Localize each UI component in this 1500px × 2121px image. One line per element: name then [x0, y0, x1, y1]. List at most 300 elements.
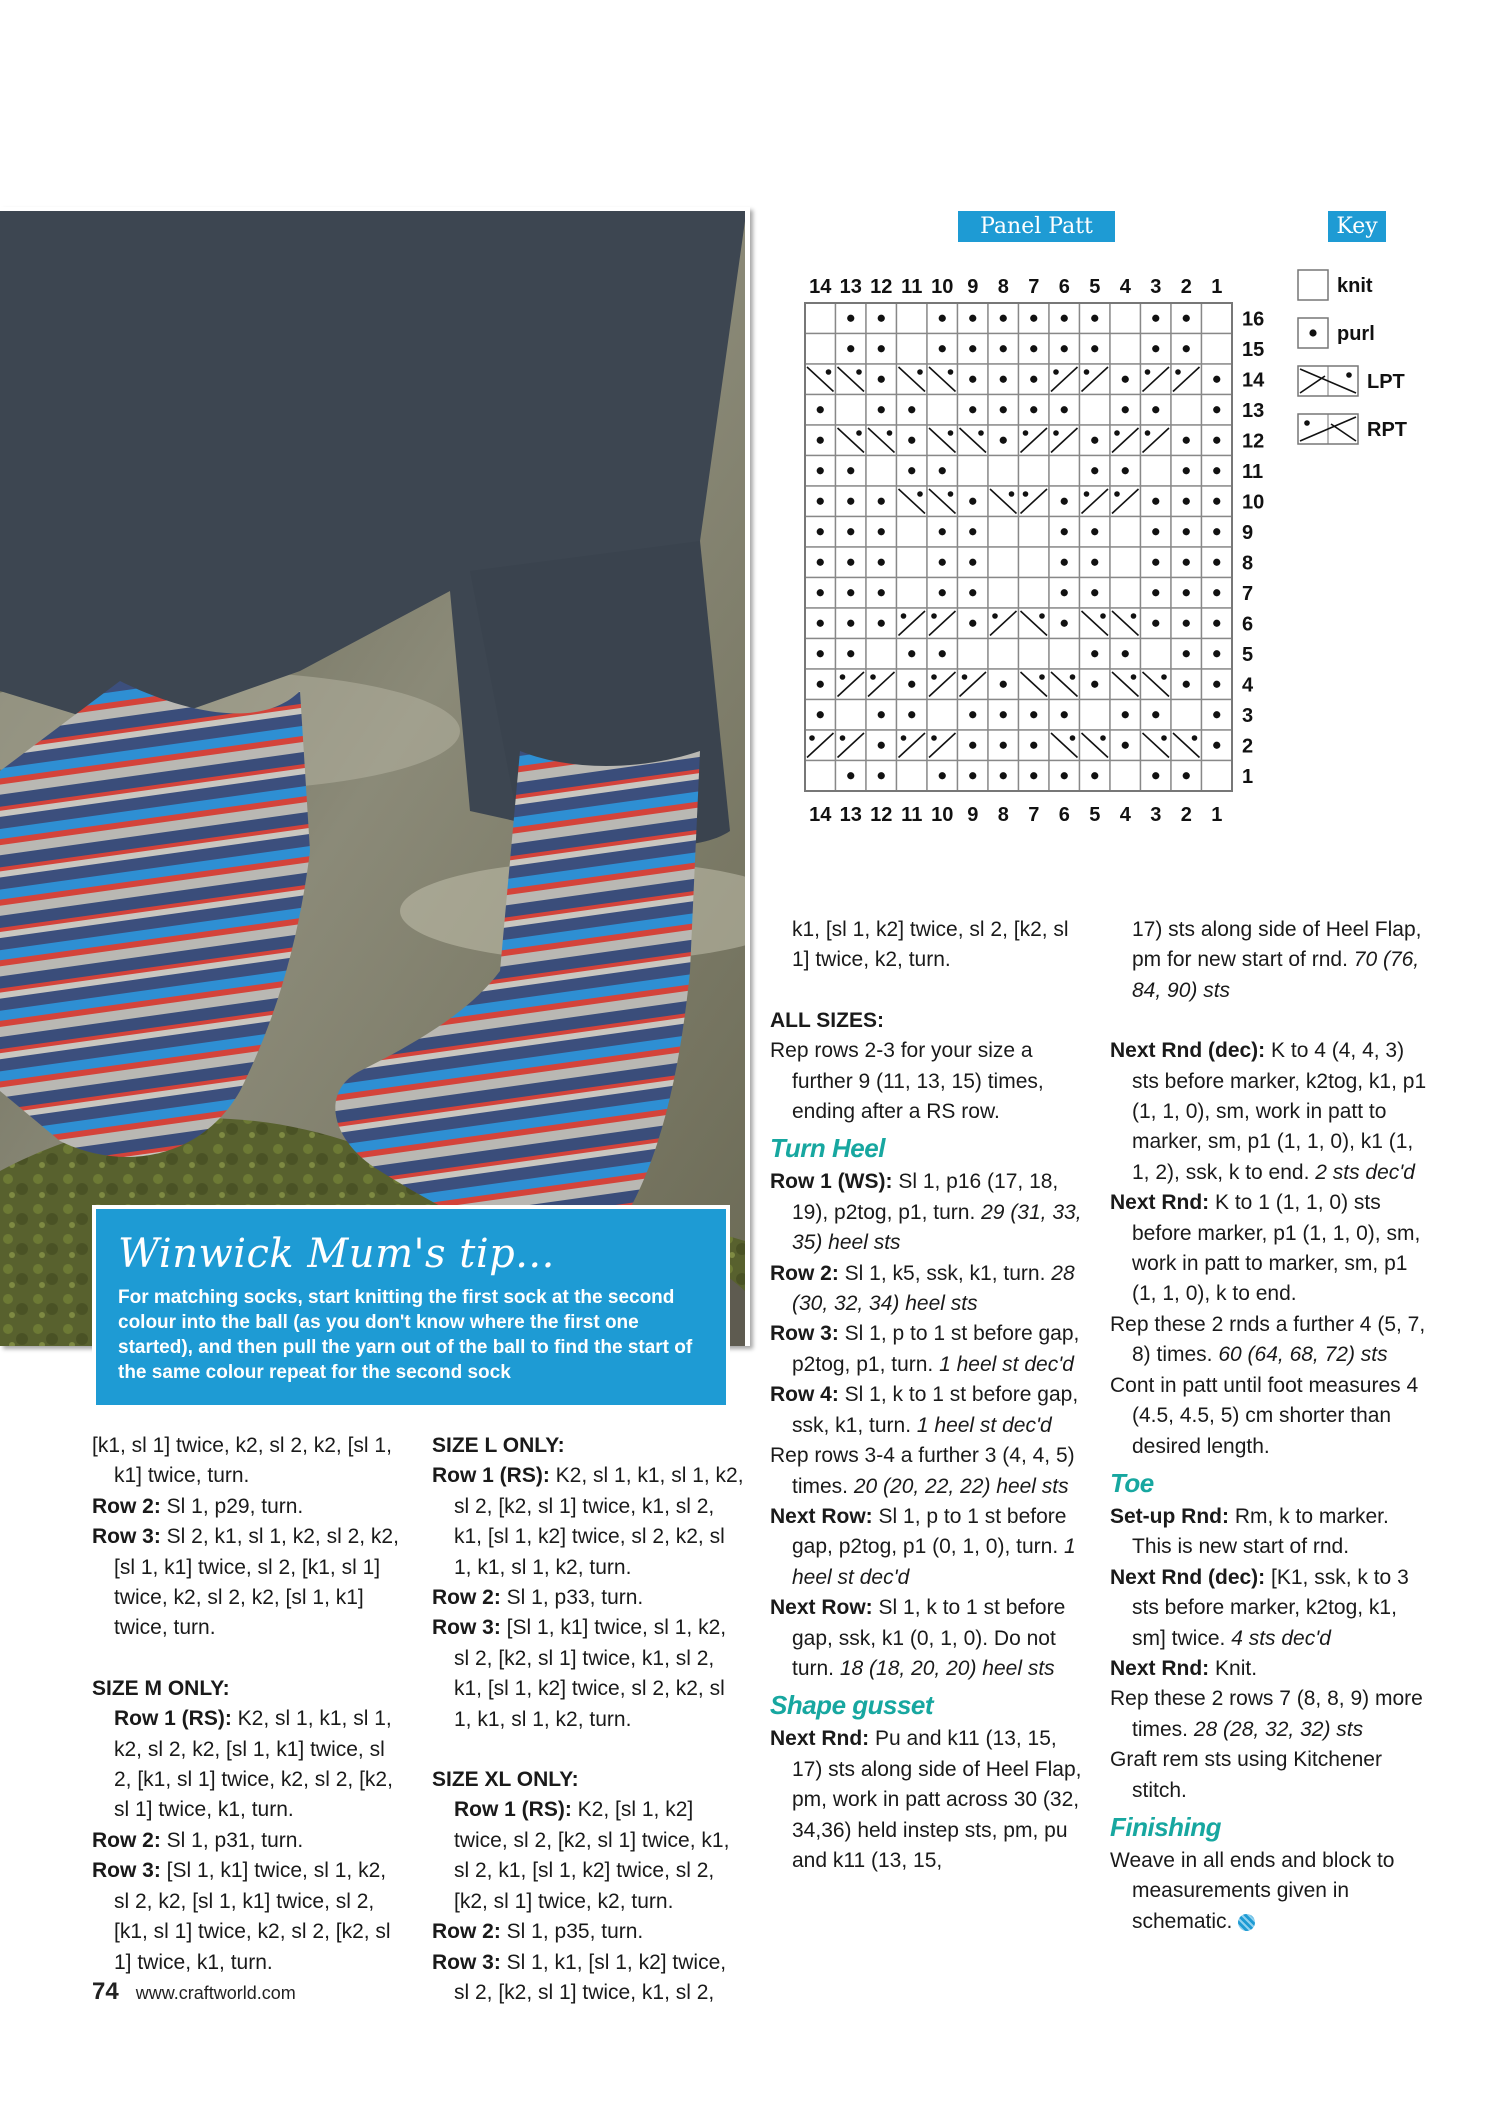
- chart-cell: [1171, 761, 1202, 792]
- chart-cell-box: [805, 334, 836, 365]
- chart-cell: [1019, 547, 1050, 578]
- chart-cell-box: [988, 578, 1019, 609]
- instruction-text: [Sl 1, k1] twice, sl 1, k2, sl 2, k2, [sl 1, k1] twice, sl 2, [k1, sl 1] twice, k2, sl 2, [k2, sl 1] twice, k1, turn.: [114, 1859, 391, 1974]
- instruction-label: Row 1 (WS):: [770, 1170, 893, 1194]
- purl-dot: [847, 589, 854, 596]
- chart-cell: [1171, 364, 1202, 395]
- instruction-paragraph: [1110, 915, 1430, 1006]
- key-title: Key: [1328, 211, 1386, 242]
- chart-cell: [1141, 334, 1172, 365]
- column-label: 7: [1028, 276, 1040, 298]
- purl-dot: [1061, 528, 1068, 535]
- instruction-paragraph: [92, 1856, 407, 1978]
- chart-cell: [1049, 303, 1080, 334]
- purl-dot: [1183, 498, 1190, 505]
- sock-photo-illustration: [0, 211, 745, 1346]
- instruction-text: 2 sts dec'd: [1315, 1160, 1415, 1184]
- instruction-label: Row 1 (RS):: [454, 1798, 572, 1822]
- chart-cell: [897, 334, 928, 365]
- row-label: 15: [1242, 338, 1265, 361]
- instruction-paragraph: [432, 1948, 747, 2009]
- instruction-text: Sl 1, p29, turn.: [160, 1494, 304, 1518]
- rpt-dot: [931, 735, 937, 741]
- chart-cell: [1141, 486, 1172, 517]
- purl-dot: [939, 589, 946, 596]
- chart-cell: [958, 761, 989, 792]
- chart-cell: [1049, 425, 1080, 456]
- chart-cell: [1049, 395, 1080, 426]
- chart-cell: [866, 456, 897, 487]
- chart-cell: [1080, 517, 1111, 548]
- chart-cell-box: [1171, 700, 1202, 731]
- lpt-dot: [1100, 613, 1106, 619]
- chart-cell: [1110, 395, 1141, 426]
- purl-dot: [1152, 620, 1159, 627]
- instruction-paragraph: [92, 1826, 407, 1856]
- chart-cell: [927, 364, 958, 395]
- chart-cell-box: [958, 639, 989, 670]
- chart-cell: [897, 547, 928, 578]
- purl-dot: [969, 589, 976, 596]
- instruction-text: [k1, sl 1] twice, k2, sl 2, k2, [sl 1, k1] twice, turn.: [92, 1434, 392, 1488]
- purl-dot: [1091, 681, 1098, 688]
- chart-cell: [1202, 425, 1233, 456]
- chart-cell: [1019, 669, 1050, 700]
- purl-dot: [1061, 315, 1068, 322]
- chart-cell: [805, 517, 836, 548]
- chart-cell: [866, 395, 897, 426]
- instruction-paragraph: [1110, 1036, 1430, 1188]
- lpt-dot: [1039, 613, 1045, 619]
- purl-dot: [878, 498, 885, 505]
- key-item-knit: [1298, 270, 1373, 300]
- chart-cell: [866, 517, 897, 548]
- chart-cell: [1141, 456, 1172, 487]
- instruction-label: Next Rnd (dec):: [1110, 1565, 1266, 1589]
- chart-cell-box: [805, 761, 836, 792]
- chart-cell: [988, 578, 1019, 609]
- instruction-paragraph: [770, 1502, 1090, 1593]
- rpt-dot: [840, 674, 846, 680]
- row-label: 6: [1242, 613, 1254, 636]
- chart-cell: [1141, 639, 1172, 670]
- chart-cell-box: [988, 547, 1019, 578]
- column-label: 8: [997, 804, 1009, 826]
- purl-dot: [1213, 498, 1220, 505]
- chart-cell: [805, 547, 836, 578]
- chart-cell: [1080, 547, 1111, 578]
- chart-cell: [836, 395, 867, 426]
- chart-cell: [1080, 334, 1111, 365]
- purl-dot: [1061, 406, 1068, 413]
- chart-cell: [805, 364, 836, 395]
- chart-grid: [805, 303, 1232, 791]
- chart-cell: [1019, 425, 1050, 456]
- chart-cell-box: [836, 700, 867, 731]
- chart-cell: [897, 395, 928, 426]
- chart-cell: [1019, 700, 1050, 731]
- key-label: knit: [1337, 275, 1373, 297]
- column-label: 1: [1211, 804, 1223, 826]
- chart-cell-box: [1019, 578, 1050, 609]
- chart-cell: [1110, 334, 1141, 365]
- purl-dot: [939, 650, 946, 657]
- rpt-dot: [931, 613, 937, 619]
- purl-dot: [939, 315, 946, 322]
- column-label: 4: [1119, 804, 1131, 826]
- purl-dot: [1122, 467, 1129, 474]
- purl-dot: [817, 711, 824, 718]
- chart-cell-box: [1110, 578, 1141, 609]
- chart-cell: [897, 578, 928, 609]
- tip-title: Winwick Mum's tip...: [118, 1231, 555, 1277]
- chart-cell: [1171, 334, 1202, 365]
- instruction-label: Row 1 (RS):: [114, 1707, 232, 1731]
- column-label: 7: [1028, 804, 1040, 826]
- chart-cell: [1080, 303, 1111, 334]
- section-heading: Toe: [1110, 1467, 1154, 1498]
- chart-cell: [805, 486, 836, 517]
- purl-dot: [1213, 528, 1220, 535]
- chart-cell-box: [927, 700, 958, 731]
- purl-dot: [817, 528, 824, 535]
- paragraph-gap: [432, 1735, 747, 1765]
- instruction-label: Next Row:: [770, 1596, 873, 1620]
- chart-cell: [958, 730, 989, 761]
- rpt-dot: [901, 735, 907, 741]
- row-label: 2: [1242, 735, 1254, 758]
- purl-dot: [847, 772, 854, 779]
- row-label: 14: [1242, 369, 1265, 392]
- column-labels-top: [809, 276, 1222, 298]
- chart-cell: [1080, 669, 1111, 700]
- row-label: 13: [1242, 399, 1265, 422]
- row-labels: [1242, 308, 1265, 788]
- chart-cell: [866, 730, 897, 761]
- instruction-paragraph: [92, 1704, 407, 1826]
- purl-dot: [969, 711, 976, 718]
- chart-cell: [897, 608, 928, 639]
- purl-dot: [878, 315, 885, 322]
- chart-cell: [836, 364, 867, 395]
- instruction-label: Next Rnd (dec):: [1110, 1039, 1266, 1063]
- instruction-paragraph: [432, 1613, 747, 1735]
- column-label: 13: [839, 276, 862, 298]
- chart-cell: [866, 303, 897, 334]
- page-number: 74: [92, 1978, 119, 2005]
- chart-cell-box: [1019, 456, 1050, 487]
- lpt-dot: [1100, 735, 1106, 741]
- rpt-dot: [840, 735, 846, 741]
- purl-dot: [1000, 376, 1007, 383]
- chart-cell: [1110, 608, 1141, 639]
- purl-dot: [1152, 772, 1159, 779]
- instruction-label: SIZE M ONLY:: [92, 1676, 230, 1700]
- instruction-paragraph: [1110, 1745, 1430, 1806]
- text-column-1: [92, 1431, 407, 1978]
- instruction-label: Row 2:: [432, 1586, 501, 1610]
- purl-dot: [1061, 711, 1068, 718]
- instruction-text: Sl 1, p16 (17, 18, 19), p2tog, p1, turn.: [792, 1170, 1059, 1224]
- chart-cell-box: [927, 395, 958, 426]
- chart-cell-box: [897, 334, 928, 365]
- instruction-text: Rep rows 2-3 for your size a further 9 (11, 13, 15) times, ending after a RS row.: [770, 1039, 1044, 1124]
- page-footer: [92, 1978, 296, 2006]
- chart-cell: [1049, 639, 1080, 670]
- chart-cell-box: [805, 303, 836, 334]
- chart-cell: [988, 730, 1019, 761]
- chart-cell: [1080, 761, 1111, 792]
- rpt-dot: [1084, 491, 1090, 497]
- purl-dot: [847, 650, 854, 657]
- column-label: 10: [931, 276, 954, 298]
- purl-dot: [969, 620, 976, 627]
- section-heading: Turn Heel: [770, 1133, 885, 1164]
- chart-cell: [1171, 303, 1202, 334]
- chart-cell: [1049, 364, 1080, 395]
- chart-cell: [1141, 669, 1172, 700]
- paragraph-gap: [770, 976, 1090, 1006]
- instruction-paragraph: [1110, 1502, 1430, 1563]
- instruction-paragraph: [1110, 1310, 1430, 1371]
- chart-cell-box: [897, 547, 928, 578]
- chart-cell: [927, 486, 958, 517]
- row-label: 4: [1242, 674, 1254, 697]
- column-label: 14: [809, 804, 832, 826]
- chart-cell: [958, 547, 989, 578]
- chart-cell: [1110, 761, 1141, 792]
- instruction-text: K2, [sl 1, k2] twice, sl 2, [k2, sl 1] twice, k1, sl 2, k1, [sl 1, k2] twice, sl 2, [k2, sl 1] twice, k2, turn.: [454, 1798, 730, 1913]
- purl-dot: [1152, 528, 1159, 535]
- chart-cell-box: [1110, 547, 1141, 578]
- chart-cell: [1141, 730, 1172, 761]
- instruction-text: Sl 1, p31, turn.: [160, 1828, 304, 1852]
- lpt-dot: [856, 369, 862, 375]
- rpt-dot: [1023, 430, 1029, 436]
- instruction-paragraph: [770, 1167, 1090, 1258]
- purl-dot: [817, 467, 824, 474]
- lpt-dot: [1070, 735, 1076, 741]
- chart-cell: [897, 517, 928, 548]
- chart-cell: [927, 334, 958, 365]
- instruction-text: 20 (20, 22, 22) heel sts: [853, 1474, 1069, 1498]
- purl-dot: [878, 742, 885, 749]
- chart-cell: [1110, 517, 1141, 548]
- chart-cell-box: [988, 456, 1019, 487]
- purl-dot: [908, 467, 915, 474]
- paragraph-gap: [92, 1644, 407, 1674]
- chart-cell: [1110, 303, 1141, 334]
- chart-cell: [988, 608, 1019, 639]
- lpt-dot: [1070, 674, 1076, 680]
- purl-dot: [1152, 406, 1159, 413]
- chart-cell: [1171, 578, 1202, 609]
- chart-cell-box: [1019, 639, 1050, 670]
- purl-dot: [847, 559, 854, 566]
- instruction-paragraph: [1110, 1371, 1430, 1462]
- column-label: 6: [1058, 804, 1070, 826]
- chart-cell: [1110, 456, 1141, 487]
- purl-dot: [1183, 620, 1190, 627]
- chart-cell: [988, 395, 1019, 426]
- chart-cell-box: [1202, 761, 1233, 792]
- chart-cell: [1019, 639, 1050, 670]
- chart-cell: [958, 456, 989, 487]
- rpt-dot: [1145, 430, 1151, 436]
- purl-dot: [847, 528, 854, 535]
- purl-dot: [1061, 559, 1068, 566]
- row-label: 10: [1242, 491, 1265, 514]
- purl-dot: [847, 315, 854, 322]
- rpt-dot: [870, 674, 876, 680]
- chart-cell-box: [1080, 395, 1111, 426]
- key-item-lpt: [1298, 366, 1405, 396]
- instruction-text: Rep rows 3-4 a further 3 (4, 4, 5) times.: [770, 1444, 1075, 1498]
- purl-dot: [817, 620, 824, 627]
- lpt-dot: [856, 430, 862, 436]
- chart-cell-box: [1141, 639, 1172, 670]
- chart-cell: [1141, 517, 1172, 548]
- chart-cell: [958, 608, 989, 639]
- purl-dot: [1030, 376, 1037, 383]
- purl-dot: [1030, 742, 1037, 749]
- instruction-paragraph: [770, 1380, 1090, 1441]
- text-column-3: [770, 915, 1090, 1876]
- purl-dot: [969, 742, 976, 749]
- chart-cell: [927, 700, 958, 731]
- column-label: 2: [1180, 276, 1192, 298]
- instruction-label: Row 2:: [92, 1828, 161, 1852]
- rpt-dot: [1023, 491, 1029, 497]
- purl-dot: [1183, 467, 1190, 474]
- purl-dot: [1122, 742, 1129, 749]
- column-label: 9: [967, 276, 979, 298]
- instruction-text: Sl 1, k to 1 st before gap, ssk, k1, turn.: [792, 1383, 1079, 1437]
- purl-dot: [1309, 329, 1316, 336]
- instruction-paragraph: [770, 1006, 1090, 1036]
- chart-cell: [1080, 639, 1111, 670]
- chart-cell-box: [988, 639, 1019, 670]
- chart-cell: [1171, 669, 1202, 700]
- purl-dot: [1122, 406, 1129, 413]
- chart-cell: [1141, 395, 1172, 426]
- chart-cell: [1110, 669, 1141, 700]
- chart-cell: [1049, 608, 1080, 639]
- lpt-dot: [917, 369, 923, 375]
- instruction-paragraph: [432, 1431, 747, 1461]
- purl-dot: [1122, 711, 1129, 718]
- chart-cell: [836, 700, 867, 731]
- chart-cell: [1019, 761, 1050, 792]
- chart-cell: [1202, 517, 1233, 548]
- purl-dot: [908, 711, 915, 718]
- chart-cell: [958, 334, 989, 365]
- chart-cell: [927, 395, 958, 426]
- chart-cell: [1202, 608, 1233, 639]
- instruction-paragraph: [770, 1593, 1090, 1684]
- instruction-text: Cont in patt until foot measures 4 (4.5, 4.5, 5) cm shorter than desired length.: [1110, 1373, 1419, 1458]
- purl-dot: [939, 345, 946, 352]
- chart-cell: [1049, 547, 1080, 578]
- instruction-text: K to 1 (1, 1, 0) sts before marker, p1 (1, 1, 0), sm, work in patt to marker, sm, p1 (1, 1, 0), k to end.: [1132, 1191, 1421, 1306]
- instruction-text: Sl 2, k1, sl 1, k2, sl 2, k2, [sl 1, k1] twice, sl 2, [k1, sl 1] twice, k2, sl 2, k2, [sl 1, k1] twice, turn.: [114, 1525, 399, 1640]
- purl-dot: [1213, 406, 1220, 413]
- chart-cell: [1110, 578, 1141, 609]
- chart-cell: [836, 303, 867, 334]
- chart-cell: [1019, 395, 1050, 426]
- row-label: 12: [1242, 430, 1265, 453]
- purl-dot: [939, 528, 946, 535]
- chart-cell: [1049, 334, 1080, 365]
- lpt-dot: [917, 491, 923, 497]
- chart-cell: [988, 334, 1019, 365]
- instruction-label: Row 3:: [92, 1859, 161, 1883]
- chart-cell: [805, 639, 836, 670]
- instruction-paragraph: [432, 1795, 747, 1917]
- chart-cell: [866, 334, 897, 365]
- chart-cell: [927, 517, 958, 548]
- chart-cell: [1080, 456, 1111, 487]
- chart-cell: [1202, 334, 1233, 365]
- tip-box: [92, 1205, 730, 1409]
- purl-dot: [969, 772, 976, 779]
- purl-dot: [908, 681, 915, 688]
- key-symbol-box: [1298, 270, 1328, 300]
- chart-cell: [1080, 700, 1111, 731]
- chart-cell: [836, 456, 867, 487]
- purl-dot: [1213, 620, 1220, 627]
- key-label: RPT: [1367, 419, 1407, 441]
- chart-cell-box: [897, 517, 928, 548]
- chart-cell: [1171, 425, 1202, 456]
- chart-cell: [1171, 456, 1202, 487]
- purl-dot: [1091, 315, 1098, 322]
- chart-cell: [805, 761, 836, 792]
- instruction-paragraph: [432, 1583, 747, 1613]
- purl-dot: [1183, 315, 1190, 322]
- purl-dot: [1183, 528, 1190, 535]
- purl-dot: [1183, 345, 1190, 352]
- chart-cell: [1049, 669, 1080, 700]
- chart-cell: [1049, 700, 1080, 731]
- purl-dot: [1213, 559, 1220, 566]
- column-label: 5: [1089, 804, 1101, 826]
- purl-dot: [1122, 376, 1129, 383]
- instruction-text: Sl 1, k to 1 st before gap, ssk, k1 (0, 1, 0). Do not turn.: [792, 1596, 1066, 1680]
- chart-cell: [805, 303, 836, 334]
- chart-cell-box: [1202, 303, 1233, 334]
- purl-dot: [939, 772, 946, 779]
- instruction-label: Row 3:: [432, 1616, 501, 1640]
- panel-pattern-chart: [800, 265, 1280, 835]
- paragraph-gap: [1110, 1006, 1430, 1036]
- purl-dot: [878, 345, 885, 352]
- chart-cell: [927, 425, 958, 456]
- instruction-text: Sl 1, p to 1 st before gap, p2tog, p1, turn.: [792, 1322, 1080, 1376]
- chart-cell: [805, 700, 836, 731]
- instruction-label: Row 2:: [770, 1261, 839, 1285]
- chart-cell-box: [1019, 517, 1050, 548]
- chart-cell-box: [1110, 517, 1141, 548]
- chart-cell: [1080, 486, 1111, 517]
- instruction-label: Next Rnd:: [770, 1727, 870, 1751]
- purl-dot: [1000, 315, 1007, 322]
- instruction-paragraph: [1110, 1654, 1430, 1684]
- chart-cell-box: [1049, 639, 1080, 670]
- purl-dot: [1152, 711, 1159, 718]
- chart-cell: [1141, 608, 1172, 639]
- chart-cell: [1171, 700, 1202, 731]
